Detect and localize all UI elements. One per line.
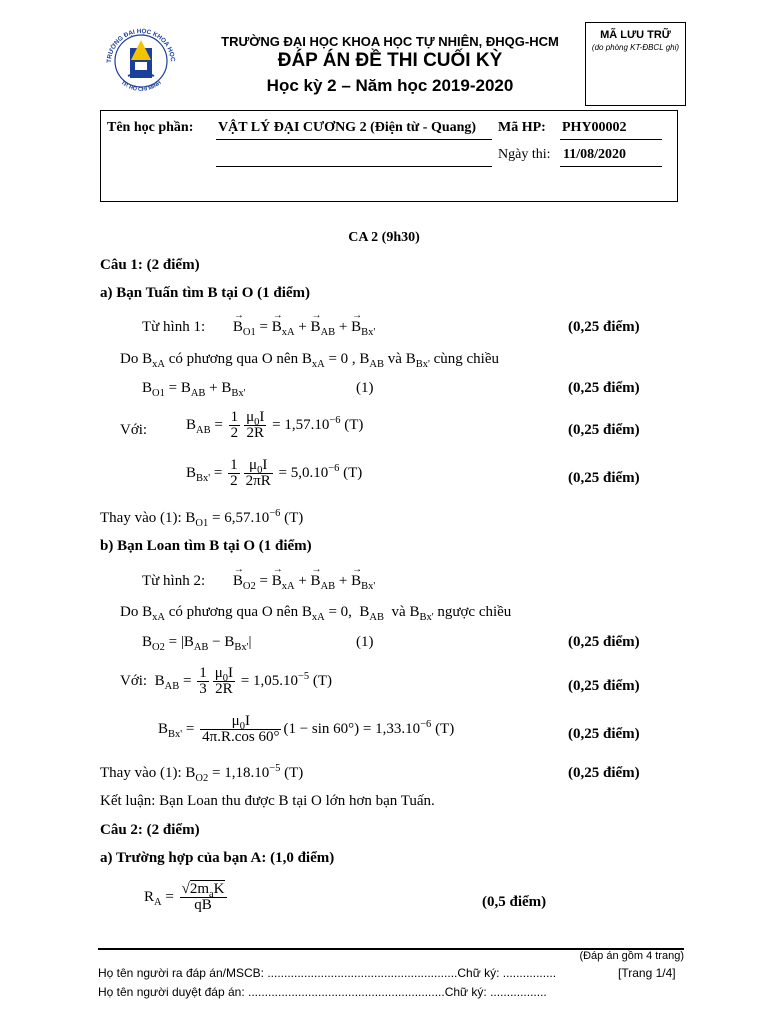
- footer-page-number: [Trang 1/4]: [618, 966, 676, 980]
- q1-title: Câu 1: (2 điểm): [100, 257, 200, 273]
- q1a-eq1: $B_{O1} = B_{AB} + B_{Bx'}$: [142, 380, 246, 399]
- university-name: TRƯỜNG ĐẠI HỌC KHOA HỌC TỰ NHIÊN, ĐHQG-HCM: [221, 34, 559, 49]
- date-value: 11/08/2020: [563, 147, 627, 162]
- q1a-bab: $B_{AB}$ = $\frac{1}{2}$ $\frac{\mu_0I}{2R}$ = $1,57.10^{-6}$ (T): [186, 409, 364, 441]
- archive-note: (do phòng KT-ĐBCL ghi): [591, 43, 680, 52]
- course-underline-2: [216, 166, 492, 167]
- points-q1b-2: (0,25 điểm): [568, 678, 640, 694]
- q2a-title: a) Trường hợp của bạn A: (1,0 điểm): [100, 850, 335, 866]
- course-name: VẬT LÝ ĐẠI CƯƠNG 2 (Điện từ - Quang): [218, 120, 477, 135]
- q1b-eq1: $B_{O2} = |B_{AB} - B_{Bx'}|$: [142, 634, 252, 653]
- q1b-bbx: $B_{Bx'}$ = $\frac{\mu_0I}{4\pi.R.\cos 60^\circ}$ $(1 - \sin 60^\circ) = 1,33.10^{-6}$ (T): [158, 713, 455, 745]
- course-underline: [216, 139, 492, 140]
- eq1-label-b: (1): [356, 634, 374, 650]
- q1a-note-line: Do $B_{xA}$ có phương qua O nên $B_{xA} = 0$ , $B_{AB}$ và $B_{Bx'}$ cùng chiều: [120, 351, 499, 370]
- archive-box: [585, 22, 686, 106]
- code-underline: [560, 139, 662, 140]
- q1-conclusion: Kết luận: Bạn Loan thu được B tại O lớn hơn bạn Tuấn.: [100, 793, 435, 809]
- q1b-bab: Với: $B_{AB}$ = $\frac{1}{3}$ $\frac{\mu_0I}{2R}$ = $1,05.10^{-5}$ (T): [120, 665, 333, 697]
- date-underline: [560, 166, 662, 167]
- q2-title: Câu 2: (2 điểm): [100, 822, 200, 838]
- eq1-label: (1): [356, 380, 374, 396]
- points-q2a: (0,5 điểm): [482, 894, 547, 910]
- code-label: Mã HP:: [498, 120, 546, 135]
- page-title: ĐÁP ÁN ĐỀ THI CUỐI KỲ: [277, 50, 503, 71]
- q1a-bbx: $B_{Bx'}$ = $\frac{1}{2}$ $\frac{\mu_0I}{2\pi R}$ = $5,0.10^{-6}$ (T): [186, 457, 363, 489]
- points-q1a-2: (0,25 điểm): [568, 380, 640, 396]
- q1a-result: Thay vào (1): $B_{O1} = 6,57.10^{-6}$ (T): [100, 508, 304, 529]
- points-q1b-4: (0,25 điểm): [568, 765, 640, 781]
- points-q1b-1: (0,25 điểm): [568, 634, 640, 650]
- session-heading: CA 2 (9h30): [348, 230, 420, 245]
- term-subtitle: Học kỳ 2 – Năm học 2019-2020: [266, 76, 514, 95]
- code-value: PHY00002: [562, 120, 627, 135]
- points-q1a-3: (0,25 điểm): [568, 422, 640, 438]
- q2a-formula: $R_A$ = $\frac{√2m_aK}{qB}$: [144, 881, 225, 913]
- university-logo: [100, 18, 182, 100]
- q1b-title: b) Bạn Loan tìm B tại O (1 điểm): [100, 538, 312, 554]
- fig1-label: Từ hình 1:: [142, 319, 206, 335]
- q1a-title: a) Bạn Tuấn tìm B tại O (1 điểm): [100, 285, 311, 301]
- date-label: Ngày thi:: [498, 147, 551, 162]
- logo-text-bottom: TP. HỒ CHÍ MINH: [119, 79, 163, 93]
- footer-author-line: Họ tên người ra đáp án/MSCB: .........................................................Chữ ký: ................: [98, 966, 557, 980]
- footer-reviewer-line: Họ tên người duyệt đáp án: ...........................................................Chữ ký: .................: [98, 985, 547, 999]
- q1b-result: Thay vào (1): $B_{O2} = 1,18.10^{-5}$ (T): [100, 763, 304, 784]
- course-label: Tên học phần:: [107, 120, 194, 135]
- archive-label: MÃ LƯU TRỮ: [600, 29, 671, 41]
- points-q1b-3: (0,25 điểm): [568, 726, 640, 742]
- logo-text-top: TRƯỜNG ĐẠI HỌC KHOA HỌC: [105, 27, 177, 64]
- voi-label: Với:: [120, 422, 148, 438]
- q1b-fig-line: Từ hình 2: → $B_{O2}$ = → $B_{xA}$ + → $B_{AB}$ + → $B_{Bx'}$: [142, 573, 375, 590]
- q1a-fig-line: Từ hình 1: → $B_{O1}$ = → $B_{xA}$ + → $B_{AB}$ + → $B_{Bx'}$: [142, 319, 375, 336]
- points-q1a-1: (0,25 điểm): [568, 319, 640, 335]
- fig2-label: Từ hình 2:: [142, 573, 206, 589]
- q1b-note-line: Do $B_{xA}$ có phương qua O nên $B_{xA} = 0$, $B_{AB}$ và $B_{Bx'}$ ngược chiều: [120, 604, 512, 623]
- footer-pages-note: (Đáp án gồm 4 trang): [579, 950, 684, 962]
- points-q1a-4: (0,25 điểm): [568, 470, 640, 486]
